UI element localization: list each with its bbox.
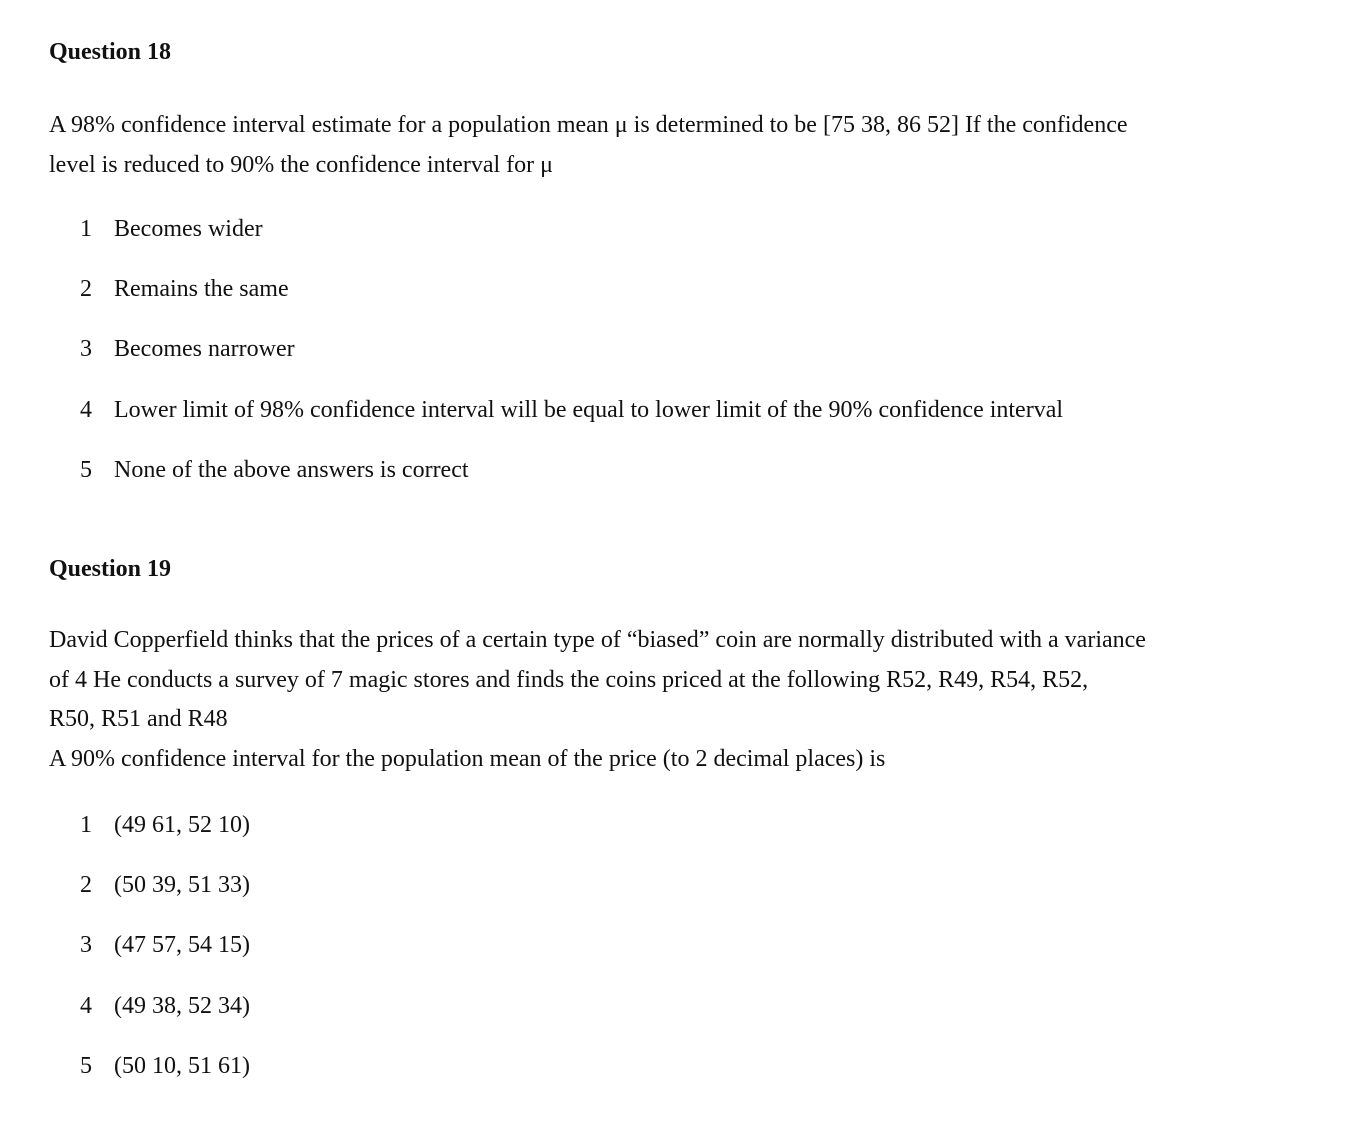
- stem-line: of 4 He conducts a survey of 7 magic stores and finds the coins priced at the following R52, R49, R54, R52,: [49, 666, 1089, 693]
- question-19-stem: [49, 621, 1249, 779]
- option-text: Lower limit of 98% confidence interval will be equal to lower limit of the 90% confidence interval: [114, 397, 1064, 423]
- option-text: (50 10, 51 61): [114, 1053, 250, 1079]
- option-number: 2: [80, 276, 92, 302]
- option-text: (47 57, 54 15): [114, 932, 250, 958]
- question-18-stem: [49, 106, 1249, 185]
- option-number: 2: [80, 872, 92, 898]
- question-19-option-4[interactable]: [80, 991, 250, 1021]
- stem-line: A 98% confidence interval estimate for a population mean μ is determined to be [75 38, 86 52] If the confidence: [49, 112, 1128, 138]
- option-number: 5: [80, 457, 92, 483]
- question-19-option-3[interactable]: [80, 930, 250, 960]
- stem-line: A 90% confidence interval for the population mean of the price (to 2 decimal places) is: [49, 745, 886, 772]
- option-text: None of the above answers is correct: [114, 457, 469, 483]
- question-18-title: Question 18: [49, 39, 172, 65]
- question-18-option-3[interactable]: [80, 334, 295, 364]
- option-text: (49 61, 52 10): [114, 812, 250, 838]
- option-text: Becomes narrower: [114, 336, 295, 362]
- option-number: 4: [80, 397, 92, 423]
- stem-line: R50, R51 and R48: [49, 706, 228, 732]
- question-18-option-4[interactable]: [80, 395, 1063, 425]
- option-number: 3: [80, 932, 92, 958]
- question-18-option-2[interactable]: [80, 274, 289, 304]
- question-19-option-1[interactable]: [80, 810, 250, 840]
- stem-line: level is reduced to 90% the confidence interval for μ: [49, 151, 553, 178]
- option-text: (49 38, 52 34): [114, 993, 250, 1019]
- option-number: 3: [80, 336, 92, 362]
- question-19-title: Question 19: [49, 556, 172, 582]
- stem-line: David Copperfield thinks that the prices of a certain type of “biased” coin are normally distributed with a variance: [49, 627, 1146, 653]
- question-18-option-1[interactable]: [80, 214, 263, 244]
- option-number: 5: [80, 1053, 92, 1079]
- question-18-option-5[interactable]: [80, 455, 469, 485]
- option-text: (50 39, 51 33): [114, 872, 250, 898]
- question-19-option-5[interactable]: [80, 1051, 250, 1081]
- option-number: 1: [80, 812, 92, 838]
- option-number: 1: [80, 216, 92, 242]
- question-19-option-2[interactable]: [80, 870, 250, 900]
- option-text: Remains the same: [114, 276, 289, 302]
- option-number: 4: [80, 993, 92, 1019]
- option-text: Becomes wider: [114, 216, 263, 242]
